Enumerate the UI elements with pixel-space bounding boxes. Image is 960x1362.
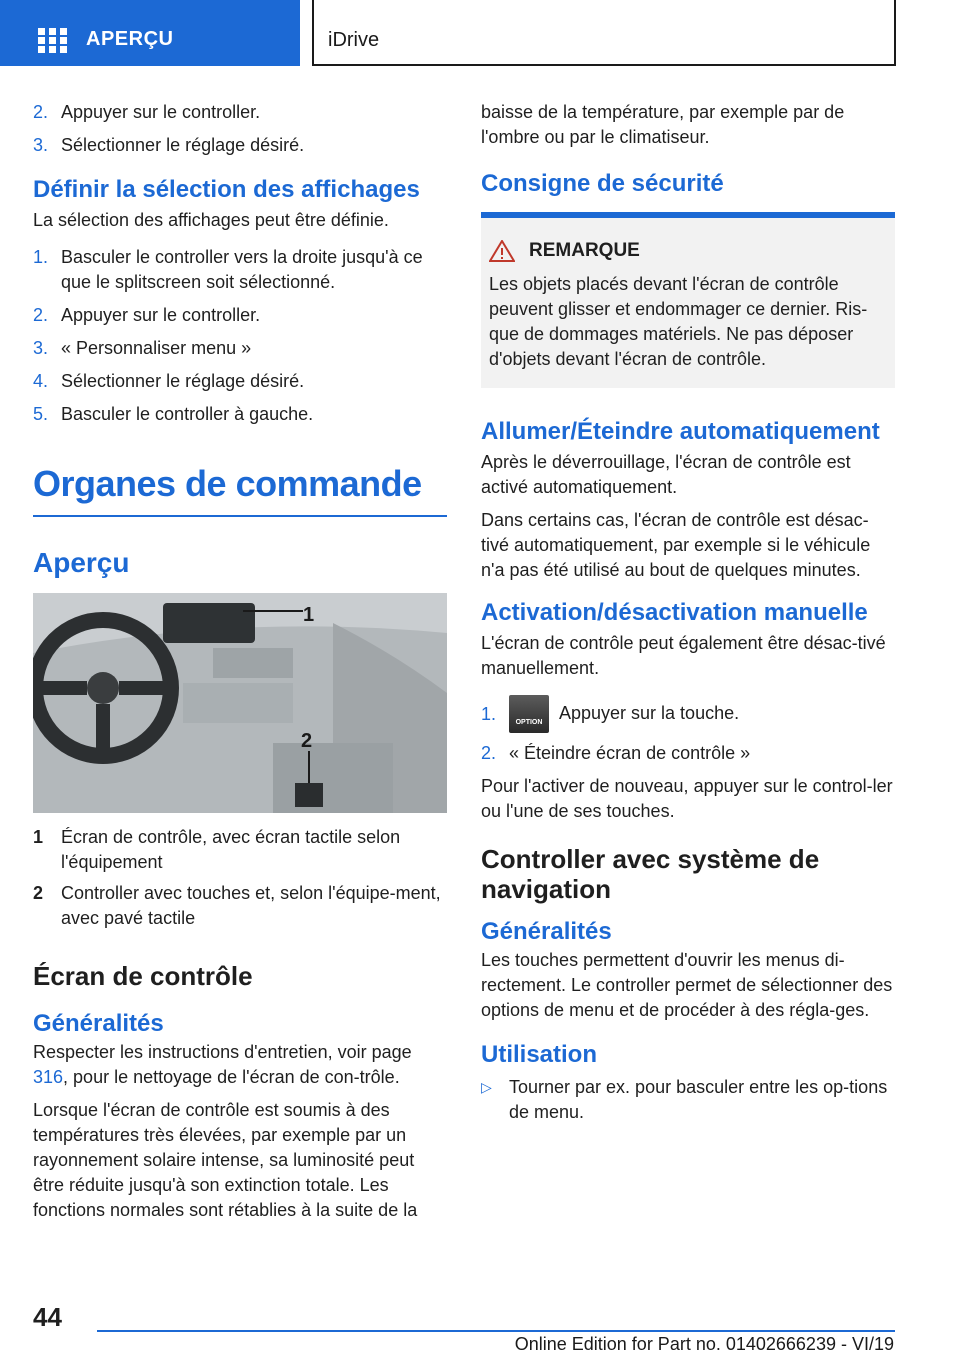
navigation-heading: Controller avec système de navigation xyxy=(481,844,820,904)
caption-number: 1 xyxy=(33,827,44,847)
step-number: 2. xyxy=(33,102,49,122)
list-item xyxy=(33,402,447,427)
step-number: 5. xyxy=(33,404,49,424)
step-number: 3. xyxy=(33,135,49,155)
chapter-header xyxy=(312,0,896,66)
step-text: Appuyer sur le controller. xyxy=(61,305,261,325)
step-text: Appuyer sur la touche. xyxy=(559,702,740,723)
list-item xyxy=(33,100,447,125)
step-text: Appuyer sur le controller. xyxy=(61,102,261,122)
control-display-heading: Écran de contrôle xyxy=(33,961,253,991)
manual-text: L'écran de contrôle peut également être désac-tivé manuellement. xyxy=(481,633,886,678)
continued-text: baisse de la température, par exemple par de l'ombre ou par le climatiseur. xyxy=(481,102,845,147)
nav-general-text: Les touches permettent d'ouvrir les menus di-rectement. Le controller permet de sélectionner des options de menu et de procéder à des régla-ges. xyxy=(481,950,893,1020)
list-item xyxy=(33,245,447,295)
list-item xyxy=(481,695,895,733)
list-item xyxy=(481,741,895,766)
auto-text-1: Après le déverrouillage, l'écran de contrôle est activé automatiquement. xyxy=(481,452,851,497)
display-selection-text: La sélection des affichages peut être définie. xyxy=(33,210,389,230)
triangle-icon: ▷ xyxy=(481,1079,492,1095)
left-column xyxy=(33,100,447,1231)
step-text: « Personnaliser menu » xyxy=(61,338,252,358)
figure-label: 1 xyxy=(303,604,315,626)
step-text: Sélectionner le réglage désiré. xyxy=(61,135,305,155)
step-number: 2. xyxy=(481,743,497,763)
manual-text-2: Pour l'activer de nouveau, appuyer sur le control-ler ou l'une de ses touches. xyxy=(481,776,893,821)
list-item xyxy=(481,1075,895,1125)
nav-general-heading: Généralités xyxy=(481,918,612,945)
manual-heading: Activation/désactivation manuelle xyxy=(481,599,868,626)
dashboard-illustration xyxy=(33,593,447,813)
step-text: Basculer le controller vers la droite jusqu'à ce que le splitscreen soit sélectionné. xyxy=(61,247,423,292)
general-text-2: Lorsque l'écran de contrôle est soumis à des températures très élevées, par exemple par un rayonnement solaire intense, sa luminosité peut être réduite jusqu'à son extinction totale. Les fonctions normales sont rétablies à la suite de la xyxy=(33,1100,418,1220)
step-number: 4. xyxy=(33,371,49,391)
chapter-title: Organes de commande xyxy=(33,463,447,517)
list-item xyxy=(33,303,447,328)
option-button-icon: OPTION xyxy=(509,695,549,733)
list-item xyxy=(33,369,447,394)
warning-icon xyxy=(489,240,515,262)
overview-heading: Aperçu xyxy=(33,547,130,578)
step-number: 3. xyxy=(33,338,49,358)
display-selection-heading: Définir la sélection des affichages xyxy=(33,176,420,203)
figure-caption xyxy=(33,825,447,875)
auto-text-2: Dans certains cas, l'écran de contrôle est désac-tivé automatiquement, par exemple si le véhicule n'a pas été utilisé au bout de quelques minutes. xyxy=(481,510,871,580)
footer-line xyxy=(97,1330,895,1332)
step-number: 1. xyxy=(33,247,49,267)
chapter-name: iDrive xyxy=(328,29,380,51)
general-heading: Généralités xyxy=(33,1010,164,1037)
figure-caption xyxy=(33,881,447,931)
step-text: Tourner par ex. pour basculer entre les op-tions de menu. xyxy=(509,1077,888,1122)
warning-header xyxy=(489,240,887,262)
right-column xyxy=(481,100,895,1133)
step-text: Basculer le controller à gauche. xyxy=(61,404,314,424)
warning-text: Les objets placés devant l'écran de contrôle peuvent glisser et endommager ce dernier. Ris-que de dommages matériels. Ne pas déposer d'objets devant l'écran de contrôle. xyxy=(489,274,868,369)
step-number: 1. xyxy=(481,703,497,724)
general-text-1: Respecter les instructions d'entretien, voir page 316, pour le nettoyage de l'écran de con-trôle. xyxy=(33,1042,412,1087)
auto-heading: Allumer/Éteindre automatiquement xyxy=(481,418,880,445)
footer-edition: Online Edition for Part no. 01402666239 - VI/19 xyxy=(514,1334,894,1354)
page-link[interactable]: 316 xyxy=(33,1067,64,1087)
step-text: « Éteindre écran de contrôle » xyxy=(509,743,751,763)
caption-number: 2 xyxy=(33,883,44,903)
figure-label: 2 xyxy=(301,730,313,752)
step-number: 2. xyxy=(33,305,49,325)
usage-heading: Utilisation xyxy=(481,1041,598,1068)
safety-heading: Consigne de sécurité xyxy=(481,170,724,197)
page-number: 44 xyxy=(33,1302,62,1332)
overview-tab-label: APERÇU xyxy=(86,28,174,50)
step-text: Sélectionner le réglage désiré. xyxy=(61,371,305,391)
warning-box xyxy=(481,218,895,388)
list-item xyxy=(33,336,447,361)
list-item xyxy=(33,133,447,158)
grid-icon xyxy=(38,28,68,52)
caption-text: Écran de contrôle, avec écran tactile selon l'équipement xyxy=(61,827,401,872)
overview-tab[interactable] xyxy=(0,0,300,66)
warning-title: REMARQUE xyxy=(529,240,640,261)
caption-text: Controller avec touches et, selon l'équipe-ment, avec pavé tactile xyxy=(61,883,441,928)
